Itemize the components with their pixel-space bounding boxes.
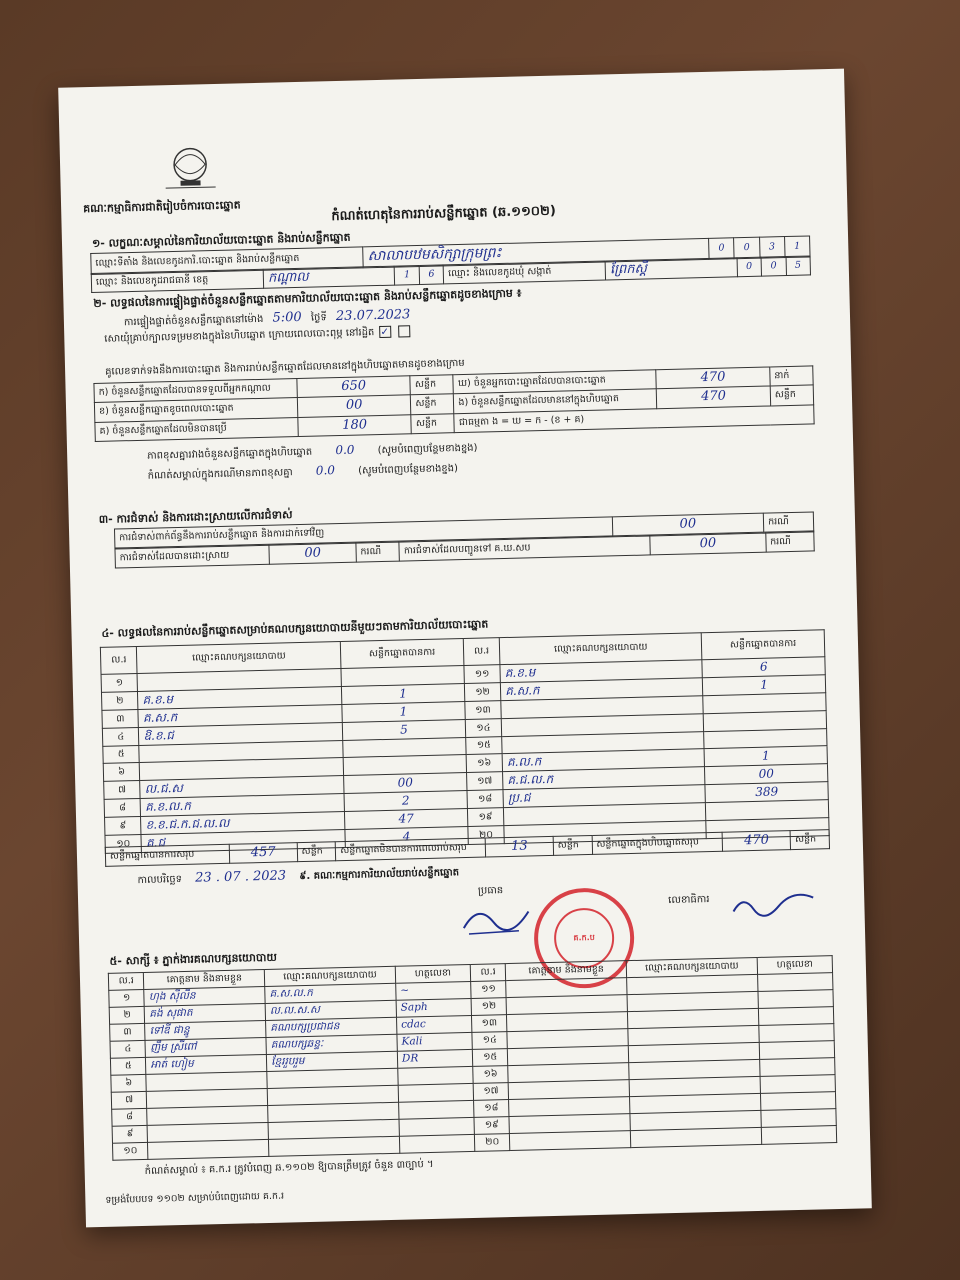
result-no: ១៤ [465, 719, 502, 738]
witness-signature [758, 1007, 833, 1026]
objection-unit: ករណី [763, 512, 813, 532]
count-unit: នាក់ [770, 366, 814, 386]
witness-signature: Kali [397, 1032, 472, 1051]
total-all-value: 470 [722, 831, 790, 852]
result-no: ៧ [104, 780, 141, 799]
objection-value: 00 [612, 513, 764, 536]
chair-signature-icon [458, 896, 539, 938]
stamp-text: គ.ក.ប [553, 907, 614, 968]
result-no: ១២ [464, 683, 501, 702]
signing-date-value: 23 . 07 . 2023 [194, 868, 287, 886]
diff-value: 0.0 [335, 442, 355, 458]
province-code-digit: 1 [395, 266, 420, 286]
result-party: គ.ល.ក [502, 749, 704, 772]
witness-no: ១១ [471, 981, 507, 999]
count-unit: សន្លឹក [410, 375, 454, 395]
col-party: ឈ្មោះគណបក្សនយោបាយ [626, 957, 757, 977]
section2-heading: ២- លទ្ធផលនៃការផ្ទៀងផ្ទាត់ចំនួនសន្លឹកឆ្នោតតាមការិយាល័យបោះឆ្នោត និងរាប់សន្លឹកឆ្នោតដូចខាងក្រោម ៖ [93, 286, 522, 310]
col-name: គោត្តនាម និងនាមខ្លួន [144, 969, 265, 989]
result-no: ១៦ [466, 754, 503, 773]
col-votes: សន្លឹកឆ្នោតបានការ [340, 639, 463, 669]
commune-code-digit: 0 [761, 257, 786, 277]
count-label: ខ) ចំនួនសន្លឹកឆ្នោតខូចពេលបោះឆ្នោត [94, 398, 297, 422]
result-party: គ.ជ [141, 829, 345, 852]
witness-signature [759, 1024, 834, 1043]
result-votes: 1 [703, 675, 826, 696]
date-label: ថ្ងៃទី [310, 312, 327, 324]
witness-no: ៣ [110, 1023, 146, 1041]
station-code-digit: 0 [734, 237, 760, 258]
form-footer: ទម្រង់បែបបទ ១១០២ សម្រាប់បំពេញដោយ គ.ក.រ [105, 1190, 285, 1206]
count-label: គ) ចំនួនសន្លឹកឆ្នោតដែលមិនបានប្រើ [95, 417, 298, 441]
count-unit: សន្លឹក [411, 394, 455, 414]
witness-signature [757, 973, 832, 992]
commune-label: ឈ្មោះ និងលេខកូដឃុំ សង្កាត់ [443, 261, 605, 284]
witness-signature [758, 990, 833, 1009]
date-value: 23.07.2023 [335, 307, 411, 325]
chair-label: ប្រធាន [477, 885, 504, 897]
witness-name: អាត់ ហៀម [146, 1054, 267, 1074]
result-no: ១១ [464, 665, 501, 684]
result-votes: 389 [705, 782, 828, 803]
witness-no: ១៤ [472, 1032, 508, 1050]
witness-party: គណបក្សប្រជាជន [266, 1017, 397, 1037]
result-no: ១៥ [465, 737, 502, 755]
result-votes: 4 [345, 826, 468, 847]
witness-no: ៧ [111, 1091, 147, 1109]
count-value: 470 [656, 367, 770, 389]
result-no: ២០ [468, 826, 505, 845]
secretary-label: លេខាធិការ [668, 894, 710, 907]
count-value: 00 [297, 395, 411, 417]
diff-note-value: 0.0 [315, 463, 336, 478]
witness-name: ញឹម ស្រីពៅ [145, 1037, 266, 1057]
secretary-line [668, 894, 710, 908]
witness-signature [760, 1058, 835, 1077]
witness-no: ១៦ [473, 1066, 509, 1084]
total-invalid-value: 13 [485, 836, 553, 857]
seal-text: សោយុំគ្រាប់ក្បាលទម្រមខាងក្នុងនៃហិបឆ្នោត ក្រោយពេលបោះពុម្ភ នៅរដ្ឋិត [104, 327, 375, 345]
result-no: ២ [101, 692, 138, 711]
diff-line [147, 440, 478, 464]
witness-signature [760, 1092, 835, 1111]
count-label: ក) ចំនួនសន្លឹកឆ្នោតដែលបានទទួលពីអ្នកកណ្ដាល [94, 379, 297, 403]
results-table [100, 629, 830, 854]
result-party: ខ.ខ.ជ.ក.ជ.ល.ល [141, 811, 345, 834]
result-party: គ.ជ.ល.ក [503, 767, 705, 790]
time-value: 5:00 [272, 309, 302, 326]
witness-party: ខ្មែររួបរួម [267, 1051, 398, 1071]
station-name: សាលាបឋមសិក្សាក្រុមព្រះ [363, 238, 709, 267]
station-code-digit: 0 [709, 238, 735, 259]
station-code-digit: 3 [759, 237, 785, 258]
witness-signature [760, 1075, 835, 1094]
witness-no: ៤ [110, 1040, 146, 1058]
result-no: ៣ [102, 710, 139, 729]
witness-party: គណបក្សឆន្ទៈ [266, 1034, 397, 1054]
secretary-signature-icon [728, 887, 819, 919]
witness-name: គង់ សុផាត [145, 1003, 266, 1023]
count-label: ឃ) ចំនួនអ្នកបោះឆ្នោតដែលបានបោះឆ្នោត [453, 370, 656, 394]
result-no: ៤ [102, 727, 139, 746]
witness-no: ១៨ [474, 1100, 510, 1118]
witness-signature: DR [397, 1049, 472, 1068]
col-no: ល.រ [463, 638, 500, 666]
col-party: ឈ្មោះគណបក្សនយោបាយ [264, 966, 395, 986]
result-no: ៩ [105, 816, 142, 835]
witness-party [269, 1136, 400, 1156]
result-party: គ.ខ.ម [500, 660, 702, 683]
witness-signature: Saph [396, 998, 471, 1017]
witness-no: ៩ [112, 1125, 148, 1143]
result-no: ១៨ [467, 790, 504, 809]
count-unit: សន្លឹក [411, 413, 455, 433]
objection-value: 00 [269, 543, 356, 564]
result-votes: 6 [702, 657, 825, 678]
col-signature: ហត្ថលេខា [757, 956, 832, 975]
result-votes: 1 [704, 746, 827, 767]
result-no: ១ [101, 674, 138, 693]
province-code-digit: 6 [419, 265, 444, 285]
count-value: 180 [298, 414, 412, 436]
station-code-digit: 1 [784, 236, 810, 257]
result-votes: 1 [342, 684, 465, 705]
note-text: កំណត់សម្គាល់ ៖ គ.ក.រ ត្រូវបំពេញ ឆ.១១០២ ឱ្យបានត្រឹមត្រូវ ចំនួន ៣ច្បាប់ ។ [144, 1158, 434, 1177]
province-label: ឈ្មោះ និងលេខកូដរាជធានី ខេត្ត [91, 269, 264, 292]
witness-no: ២ [109, 1006, 145, 1024]
commune-name: ព្រែកស្ដី [605, 258, 737, 280]
witness-name: ទៅឌី ផាន្នូ [145, 1020, 266, 1040]
table-intro: គូលេខទាក់ទងនឹងការបោះឆ្នោត និងការរាប់សន្លឹកឆ្នោតដែលមាននៅក្នុងហិបឆ្នោតមានដូចខាងក្រោម [105, 357, 465, 378]
province-name: កណ្ដាល [263, 266, 395, 288]
witness-name [510, 1131, 631, 1151]
fill-hint: (សូមបំពេញបន្ថែមខាងខ្នង) [377, 442, 478, 457]
witness-body [109, 973, 837, 1161]
commune-code-digit: 0 [737, 257, 762, 277]
total-invalid-label: សន្លឹកឆ្នោតមិនបានការពេលរាប់សរុប [336, 838, 486, 861]
signing-date-label: កាលបរិច្ឆេទ [137, 873, 183, 887]
witness-signature [761, 1109, 836, 1128]
witness-signature [761, 1126, 836, 1145]
results-body [101, 657, 829, 854]
count-unit: សន្លឹក [770, 385, 814, 405]
result-votes: 47 [345, 808, 468, 829]
result-no: ១០ [105, 834, 142, 853]
diff-label: ភាពខុសគ្នារវាងចំនួនសន្លឹកឆ្នោតក្នុងហិបឆ្នោត [147, 446, 313, 462]
objection-label: ការជំទាស់ពាក់ព័ន្ធនឹងការរាប់សន្លឹកឆ្នោត និងការដាក់ទៅវិញ [114, 517, 612, 548]
total-all-label: សន្លឹកឆ្នោតក្នុងហិបឆ្នោតសរុប [592, 832, 723, 854]
result-party: គ.ស.ក [501, 678, 703, 701]
count-label: ង) ចំនួនសន្លឹកឆ្នោតដែលមាននៅក្នុងហិបឆ្នោត [454, 389, 657, 413]
col-party: ឈ្មោះគណបក្សនយោបាយ [499, 633, 702, 665]
witness-no: ១៣ [471, 1015, 507, 1033]
form-title: កំណត់ហេតុនៃការរាប់សន្លឹកឆ្នោត (ឆ.១១០២) [331, 203, 557, 225]
national-emblem-icon [155, 142, 226, 194]
witness-no: ៦ [111, 1074, 147, 1092]
result-votes: 1 [342, 702, 465, 723]
witness-no: ១៧ [473, 1083, 509, 1101]
objection-label: ការជំទាស់ដែលបានដោះស្រាយ [115, 545, 270, 568]
witness-name [148, 1139, 269, 1159]
form-sheet [58, 69, 872, 1228]
objection-unit: ករណី [356, 542, 400, 562]
col-signature: ហត្ថលេខា [395, 964, 470, 983]
count-value: 470 [657, 386, 771, 408]
result-votes: 00 [344, 773, 467, 794]
fill-hint: (សូមបំពេញបន្ថែមខាងខ្នង) [358, 463, 459, 477]
result-party: ឱ.ខ.ជ [139, 723, 343, 746]
checkbox-yes[interactable]: ✓ [379, 326, 391, 338]
result-no: ៦ [103, 762, 140, 781]
col-no: ល.រ [100, 647, 137, 675]
objection-label: ការជំទាស់ដែលបញ្ជូនទៅ គ.ឃ.សប [399, 536, 650, 561]
section1-heading: ១- លក្ខណៈសម្គាល់នៃការិយាល័យបោះឆ្នោត និងរាប់សន្លឹកឆ្នោត [91, 230, 351, 250]
result-no: ៨ [104, 798, 141, 817]
time-label: ការផ្ទៀងផ្ទាត់ចំនួនសន្លឹកឆ្នោតនៅម៉ោង [123, 313, 264, 329]
section4-heading: ៤- លទ្ធផលនៃការរាប់សន្លឹកឆ្នោតសម្រាប់គណបក្សនយោបាយនីមួយៗតាមការិយាល័យបោះឆ្នោត [101, 617, 489, 640]
col-no: ល.រ [108, 972, 144, 990]
result-no: ១៩ [467, 808, 504, 827]
total-valid-label: សន្លឹកឆ្នោតបានការសរុប [105, 844, 229, 866]
witness-signature [399, 1100, 474, 1119]
witness-signature: cdac [396, 1015, 471, 1034]
result-party: គ.ស.ក [138, 705, 342, 728]
result-no: ៥ [103, 745, 140, 763]
witness-table [108, 955, 837, 1161]
witness-no: ២០ [474, 1134, 510, 1152]
col-name: គោត្តនាម និងនាមខ្លួន [506, 961, 627, 981]
result-party: ល.ជ.ស [140, 776, 344, 799]
witness-name: ហុង ស៊ីលីន [144, 986, 265, 1006]
witness-no: ១២ [471, 998, 507, 1016]
count-value: 650 [297, 376, 411, 398]
witness-party: គ.ស.ល.ក [265, 983, 396, 1003]
result-no: ១៣ [465, 701, 502, 720]
witness-signature [398, 1066, 473, 1085]
witness-no: ៨ [112, 1108, 148, 1126]
result-party: គ.ខ.ល.ក [140, 793, 344, 816]
result-votes: 5 [342, 720, 465, 741]
witness-no: ១៥ [472, 1049, 508, 1067]
total-unit: សន្លឹក [297, 842, 336, 862]
witness-no: ៥ [110, 1057, 146, 1075]
result-party: ប្រ.ជ [503, 785, 705, 808]
witness-no: ១៩ [474, 1117, 510, 1135]
diff-note-line [148, 460, 459, 483]
result-no: ១៧ [466, 772, 503, 791]
witness-signature [399, 1134, 474, 1153]
col-votes: សន្លឹកឆ្នោតបានការ [701, 630, 824, 660]
witness-signature [759, 1041, 834, 1060]
total-unit: សន្លឹក [790, 830, 829, 850]
result-party: គ.ខ.ម [138, 687, 342, 710]
commune-code-digit: 5 [786, 256, 811, 276]
station-label: ឈ្មោះទីតាំង និងលេខកូដការិ.បោះឆ្នោត និងរាប់សន្លឹកឆ្នោត [91, 247, 364, 274]
col-party: ឈ្មោះគណបក្សនយោបាយ [137, 642, 341, 674]
witness-party [630, 1127, 761, 1147]
objection-unit: ករណី [765, 532, 814, 552]
diff-note-label: កំណត់សម្គាល់ក្នុងករណីមានភាពខុសគ្នា [147, 467, 293, 482]
witness-party: ល.ល.ស.ស [265, 1000, 396, 1020]
result-votes: 2 [344, 790, 467, 811]
formula-note: ជាធម្មតា ង = ឃ = ក - (ខ + គ) [454, 404, 814, 432]
witness-signature [399, 1117, 474, 1136]
result-votes: 00 [705, 764, 828, 785]
witness-signature [398, 1083, 473, 1102]
section5-heading: ៥- សាក្សី ៖ ភ្នាក់ងារគណបក្សនយោបាយ [109, 950, 278, 968]
total-unit: សន្លឹក [553, 835, 592, 855]
witness-no: ១០ [112, 1142, 148, 1160]
checkbox-no[interactable] [399, 325, 411, 337]
witness-no: ១ [109, 989, 145, 1007]
org-name: គណៈកម្មាធិការជាតិរៀបចំការបោះឆ្នោត [82, 198, 241, 216]
section3-heading: ៣- ការជំទាស់ និងការដោះស្រាយលើការជំទាស់ [98, 508, 293, 526]
signing-date-line [137, 864, 459, 888]
total-valid-value: 457 [229, 843, 297, 864]
col-no: ល.រ [470, 964, 506, 982]
committee-label: ៩. គណៈកម្មការការិយាល័យរាប់សន្លឹកឆ្នោត [299, 867, 460, 883]
witness-signature: ~ [396, 981, 471, 1000]
objection-value: 00 [650, 533, 766, 555]
